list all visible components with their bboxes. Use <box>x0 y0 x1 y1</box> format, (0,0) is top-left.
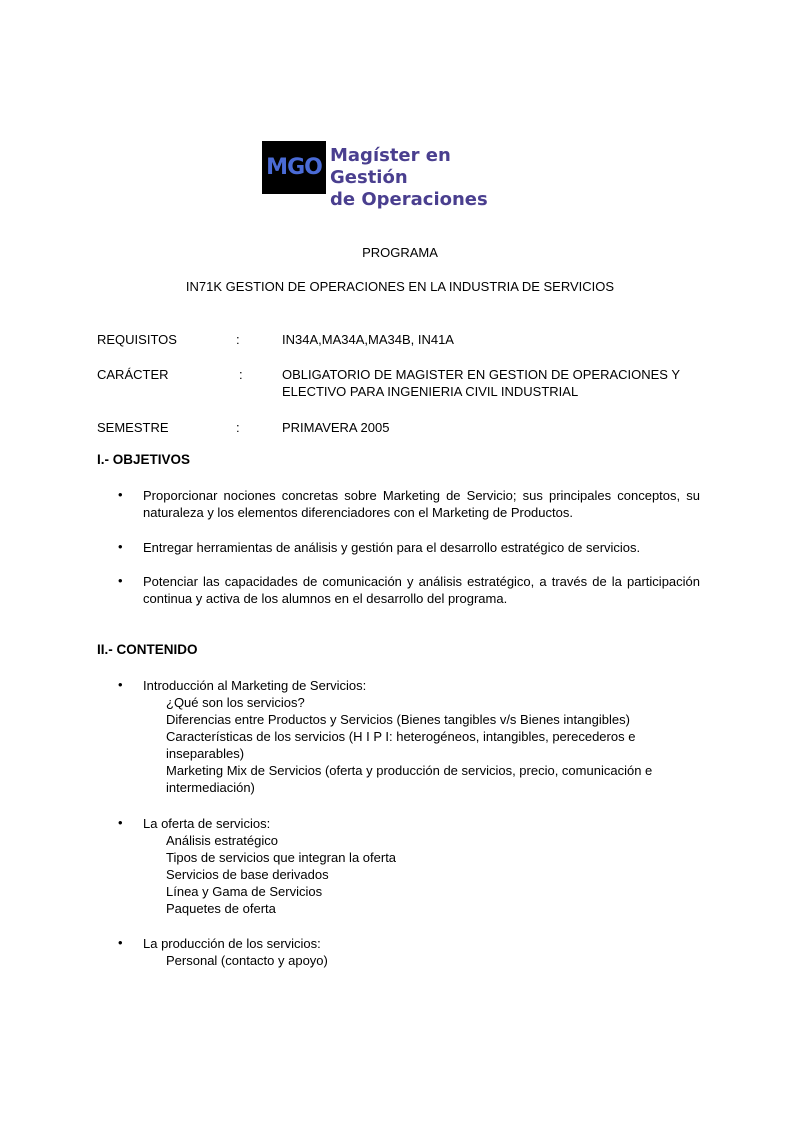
objetivo-item-2: Entregar herramientas de análisis y gestión para el desarrollo estratégico de servicios. <box>143 540 641 555</box>
bullet-icon: • <box>118 539 123 554</box>
list-item: Personal (contacto y apoyo) <box>166 953 328 968</box>
logo-line-1: Magíster en Gestión <box>330 145 451 188</box>
course-title: IN71K GESTION DE OPERACIONES EN LA INDUSTRIA DE SERVICIOS <box>185 279 615 294</box>
objetivo-item-1: Proporcionar nociones concretas sobre Marketing de Servicio; sus principales conceptos, su naturaleza y los elementos diferenciadores con el Marketing de Productos. <box>143 488 700 520</box>
objetivo-item-3: Potenciar las capacidades de comunicación y análisis estratégico, a través de la participación continua y activa de los alumnos en el desarrollo del programa. <box>143 574 700 606</box>
requisitos-colon: : <box>236 332 240 347</box>
contenido-sublist <box>166 952 700 969</box>
logo-line-2: de Operaciones <box>330 189 488 210</box>
list-item: Línea y Gama de Servicios <box>166 884 323 899</box>
requisitos-value: IN34A,MA34A,MA34B, IN41A <box>282 332 454 347</box>
mgo-logo <box>262 141 532 210</box>
list-item: ¿Qué son los servicios? <box>166 695 305 710</box>
list-item: Servicios de base derivados <box>166 867 329 882</box>
bullet-icon: • <box>118 815 123 830</box>
semestre-label: SEMESTRE <box>97 420 169 435</box>
bullet-icon: • <box>118 935 123 950</box>
bullet-icon: • <box>118 677 123 692</box>
caracter-colon: : <box>239 367 243 382</box>
contenido-heading: II.- CONTENIDO <box>97 642 198 657</box>
bullet-icon: • <box>118 487 123 502</box>
logo-abbr: MGO <box>266 155 322 180</box>
caracter-value: OBLIGATORIO DE MAGISTER EN GESTION DE OPERACIONES Y ELECTIVO PARA INGENIERIA CIVIL INDUSTRIAL <box>282 367 680 399</box>
semestre-value: PRIMAVERA 2005 <box>282 420 390 435</box>
bullet-icon: • <box>118 573 123 588</box>
list-item: Marketing Mix de Servicios (oferta y producción de servicios, precio, comunicación e intermediación) <box>166 763 653 795</box>
contenido-sublist <box>166 832 700 917</box>
contenido-sublist <box>166 694 700 796</box>
semestre-colon: : <box>236 420 240 435</box>
contenido-section-title: Introducción al Marketing de Servicios: <box>143 678 367 693</box>
logo-title <box>330 145 532 211</box>
list-item: Diferencias entre Productos y Servicios (Bienes tangibles v/s Bienes intangibles) <box>166 712 630 727</box>
list-item: Paquetes de oferta <box>166 901 276 916</box>
logo-mark <box>262 141 326 194</box>
list-item: Tipos de servicios que integran la oferta <box>166 850 397 865</box>
contenido-section-title: La oferta de servicios: <box>143 816 271 831</box>
objetivos-heading: I.- OBJETIVOS <box>97 452 191 467</box>
contenido-section-title: La producción de los servicios: <box>143 936 321 951</box>
programa-title: PROGRAMA <box>362 245 438 260</box>
list-item: Características de los servicios (H I P I: heterogéneos, intangibles, perecederos e inseparables) <box>166 729 636 761</box>
requisitos-label: REQUISITOS <box>97 332 177 347</box>
list-item: Análisis estratégico <box>166 833 278 848</box>
caracter-label: CARÁCTER <box>97 367 169 382</box>
